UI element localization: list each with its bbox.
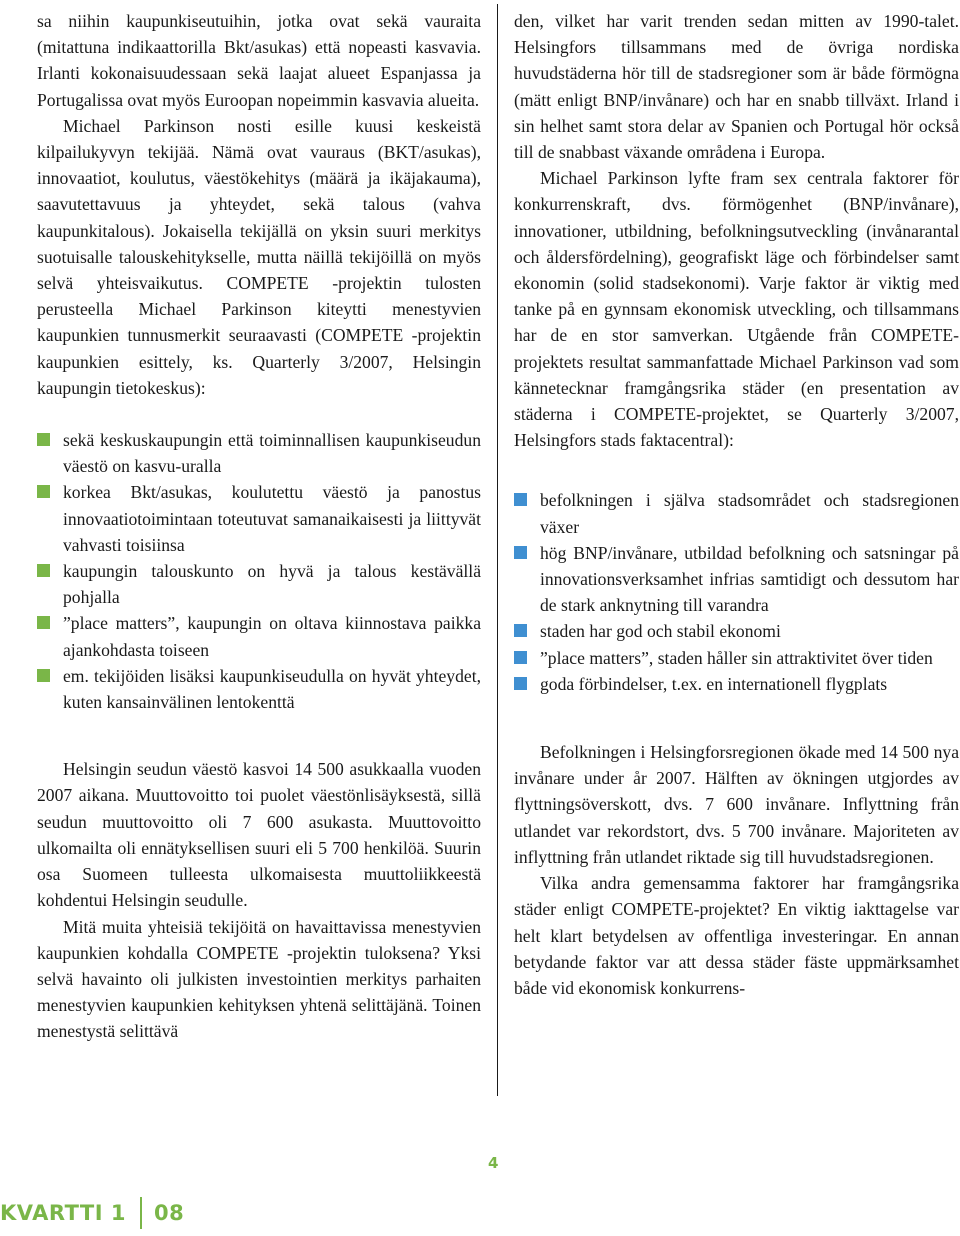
list-item: kaupungin talouskunto on hyvä ja talous kestävällä pohjalla (37, 558, 481, 610)
list-item: ”place matters”, kaupungin on oltava kiinnostava paikka ajankohdasta toiseen (37, 610, 481, 662)
left-column-finnish (37, 8, 481, 1045)
paragraph: Michael Parkinson lyfte fram sex centrala faktorer för konkurrenskraft, dvs. förmögenhet (BNP/invånare), innovationer, utbildning, befolkningsutveckling (invånarantal och åldersfördelning), geografiskt läge och förbindelser samt ekonomin (solid stadsekonomi). Varje faktor är viktig med tanke på en gynnsam ekonomisk utveckling, och tillsammans har de en stor samverkan. Utgående från COMPETE-projektets resultat sammanfattade Michael Parkinson vad som kännetecknar framgångsrika städer (en presentation av städerna i COMPETE-projektet, se Quarterly 3/2007, Helsingfors stads faktacentral): (514, 168, 959, 451)
list-item: befolkningen i själva stadsområdet och stadsregionen växer (514, 487, 959, 539)
green-square-bullet-icon (37, 564, 50, 577)
list-item: em. tekijöiden lisäksi kaupunkiseudulla on hyvät yhteydet, kuten kansainvälinen lentokenttä (37, 663, 481, 715)
green-square-bullet-icon (37, 669, 50, 682)
paragraph: Befolkningen i Helsingforsregionen ökade med 14 500 nya invånare under år 2007. Hälften av ökningen utgjordes av flyttningsöverskott, dvs. 7 600 invånare. Inflyttning från utlandet var rekordstort, dvs. 5 700 invånare. Majoriteten av inflyttning från utlandet riktade sig till huvudstadsregionen. (514, 742, 959, 867)
blue-square-bullet-icon (514, 651, 527, 664)
footer-separator (140, 1197, 142, 1229)
blue-square-bullet-icon (514, 546, 527, 559)
green-square-bullet-icon (37, 485, 50, 498)
blue-square-bullet-icon (514, 624, 527, 637)
paragraph: den, vilket har varit trenden sedan mitten av 1990-talet. Helsingfors tillsammans med de övriga nordiska huvudstäderna hör till de stadsregioner som är både förmögna (mätt enligt BNP/invånare) och har en snabb tillväxt. Irland i sin helhet samt stora delar av Spanien och Portugal hör också till de snabbast växande områdena i Europa. (514, 11, 959, 163)
page-number: 4 (488, 1154, 499, 1172)
issue-number: 1 (110, 1201, 126, 1225)
bullet-list (37, 427, 481, 715)
paragraph: Mitä muita yhteisiä tekijöitä on havaittavissa menestyvien kaupunkien kohdalla COMPETE -projektin tuloksena? Yksi selvä havainto oli julkisten investointien merkitys parhaiten menestyvien kaupunkien kehityksen yhtenä selittäjänä. Toinen menestystä selittävä (37, 916, 481, 1042)
paragraph: Michael Parkinson nosti esille kuusi keskeistä kilpailukyvyn tekijää. Nämä ovat vauraus (BKT/asukas), innovaatiot, koulutus, väestökehitys (määrä ja ikäjakauma), saavutettavuus ja yhteydet, sekä talous (vahva kaupunkitalous). Jokaisella tekijällä on yksin suuri merkitys suotuisalle talouskehitykselle, mutta näillä tekijöillä on myös selvä yhteisvaikutus. COMPETE -projektin tulosten perusteella Michael Parkinson kiteytti menestyvien kaupunkien tunnusmerkit seuraavasti (COMPETE -projektin kaupunkien esittely, ks. Quarterly 3/2007, Helsingin kaupungin tietokeskus): (37, 115, 481, 398)
list-item: korkea Bkt/asukas, koulutettu väestö ja panostus innovaatiotoimintaan toteutuvat samanaikaisesti ja liittyvät vahvasti toisiinsa (37, 479, 481, 558)
blue-square-bullet-icon (514, 493, 527, 506)
list-item: ”place matters”, staden håller sin attraktivitet över tiden (514, 645, 959, 671)
brand-name: KVARTTI (0, 1201, 104, 1225)
blue-square-bullet-icon (514, 677, 527, 690)
paragraph: sa niihin kaupunkiseutuihin, jotka ovat sekä vauraita (mitattuna indikaattorilla Bkt/asukas) että nopeasti kasvavia. Irlanti kokonaisuudessaan sekä laajat alueet Espanjassa ja Portugalissa ovat myös Euroopan nopeimmin kasvavia alueita. (37, 11, 481, 110)
list-item: goda förbindelser, t.ex. en internationell flygplats (514, 671, 959, 697)
issue-year: 08 (153, 1201, 185, 1225)
bullet-list (514, 487, 959, 697)
list-item: staden har god och stabil ekonomi (514, 618, 959, 644)
green-square-bullet-icon (37, 616, 50, 629)
right-column-swedish (514, 8, 959, 1001)
paragraph: Helsingin seudun väestö kasvoi 14 500 asukkaalla vuoden 2007 aikana. Muuttovoitto toi puolet väestönlisäyksestä, sillä seudun muuttovoitto oli 7 600 asukasta. Muuttovoitto ulkomailta oli ennätyksellisen suuri eli 5 700 henkilöä. Suurin osa Suomeen tulleesta ulkomaisesta muuttoliikkeestä kohdentui Helsingin seudulle. (37, 759, 481, 911)
green-square-bullet-icon (37, 433, 50, 446)
column-divider (497, 4, 498, 1096)
list-item: hög BNP/invånare, utbildad befolkning och satsningar på innovationsverksamhet infrias samtidigt och dessutom har de stark anknytning till varandra (514, 540, 959, 619)
list-item: sekä keskuskaupungin että toiminnallisen kaupunkiseudun väestö on kasvu-uralla (37, 427, 481, 479)
paragraph: Vilka andra gemensamma faktorer har framgångsrika städer enligt COMPETE-projektet? En viktig iakttagelse var helt klart betydelsen av offentliga investeringar. En annan betydande faktor var att dessa städer fäste uppmärksamhet både vid ekonomisk konkurrens- (514, 873, 959, 998)
footer-brand (0, 1197, 184, 1229)
